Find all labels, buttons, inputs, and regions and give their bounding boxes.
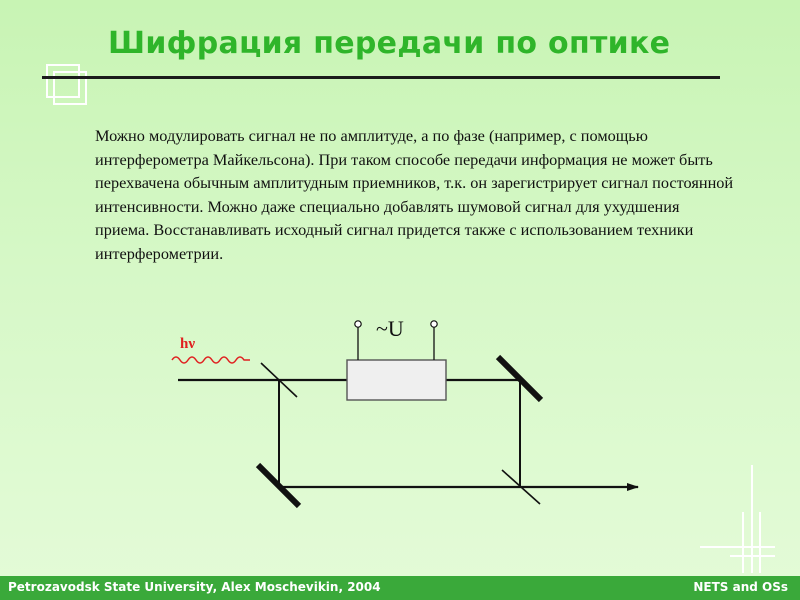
slide-title: Шифрация передачи по оптике [108,26,671,61]
footer-bar [0,576,800,600]
photon-wave [172,357,250,363]
footer-author: Petrozavodsk State University, Alex Moschevikin, 2004 [8,580,381,594]
footer-course: NETS and OSs [693,580,788,594]
decorative-lines [700,465,775,573]
body-paragraph: Можно модулировать сигнал не по амплитуде, а по фазе (например, с помощью интерферометра Майкельсона). При таком способе передачи информация не может быть перехвачена обычным амплитудным приемников, т.к. он зарегистрирует сигнал постоянной интенсивности. Можно даже специально добавлять шумовой сигнал для ухудшения приема. Восстанавливать исходный сигнал придется также с использованием техники интерферометрии. [95,126,734,263]
terminal-left [355,321,361,327]
terminal-right [431,321,437,327]
phase-modulator [347,360,446,400]
voltage-label: ~U [376,316,404,341]
photon-label: hν [180,336,196,352]
